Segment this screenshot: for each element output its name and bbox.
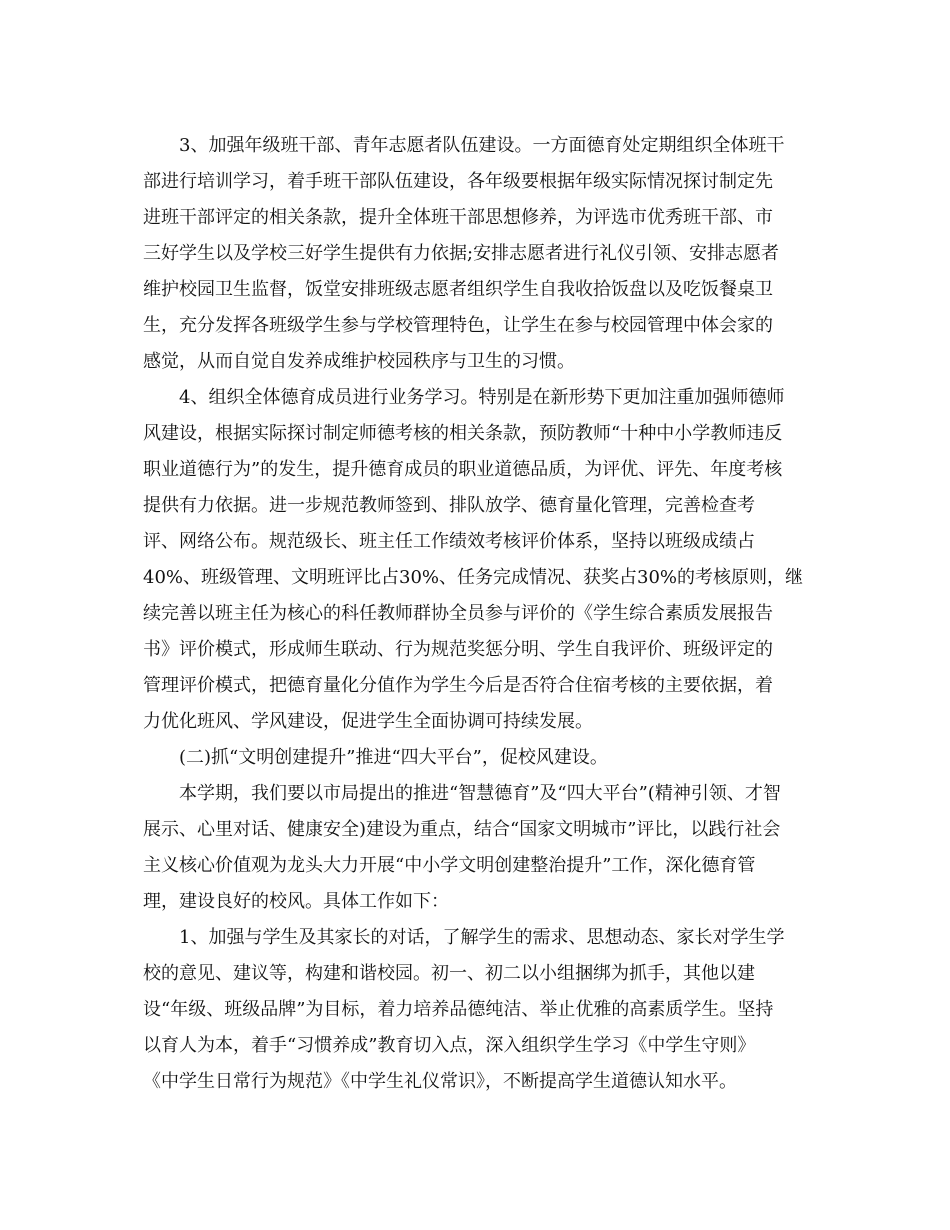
text-line: 评、网络公布。规范级长、班主任工作绩效考核评价体系，坚持以班级成绩占 xyxy=(143,531,755,552)
text-line: 4、组织全体德育成员进行业务学习。特别是在新形势下更加注重加强师德师 xyxy=(143,387,785,408)
text-line: 展示、心里对话、健康安全)建设为重点，结合“国家文明城市”评比，以践行社会 xyxy=(143,819,781,840)
text-line: 本学期，我们要以市局提出的推进“智慧德育”及“四大平台”(精神引领、才智 xyxy=(143,783,781,804)
text-line: 1、加强与学生及其家长的对话，了解学生的需求、思想动态、家长对学生学 xyxy=(143,927,785,948)
text-line: 生，充分发挥各班级学生参与学校管理特色，让学生在参与校园管理中体会家的 xyxy=(143,315,773,336)
text-line: 职业道德行为”的发生，提升德育成员的职业道德品质，为评优、评先、年度考核 xyxy=(143,459,783,480)
text-line: 40%、班级管理、文明班评比占30%、任务完成情况、获奖占30%的考核原则，继 xyxy=(143,567,804,588)
text-line: 设“年级、班级品牌”为目标，着力培养品德纯洁、举止优雅的高素质学生。坚持 xyxy=(143,999,774,1020)
text-line: 校的意见、建议等，构建和谐校园。初一、初二以小组捆绑为抓手，其他以建 xyxy=(143,963,755,984)
text-line: 进班干部评定的相关条款，提升全体班干部思想修养，为评选市优秀班干部、市 xyxy=(143,207,773,228)
text-line: 以育人为本，着手“习惯养成”教育切入点，深入组织学生学习《中学生守则》 xyxy=(143,1035,756,1056)
text-line: 主义核心价值观为龙头大力开展“中小学文明创建整治提升”工作，深化德育管 xyxy=(143,855,756,876)
text-line: 书》评价模式，形成师生联动、行为规范奖惩分明、学生自我评价、班级评定的 xyxy=(143,639,773,660)
text-line: 力优化班风、学风建设，促进学生全面协调可持续发展。 xyxy=(143,711,593,732)
text-line: 管理评价模式，把德育量化分值作为学生今后是否符合住宿考核的主要依据，着 xyxy=(143,675,773,696)
text-line: 风建设，根据实际探讨制定师德考核的相关条款，预防教师“十种中小学教师违反 xyxy=(143,423,783,444)
text-line: 《中学生日常行为规范》《中学生礼仪常识》，不断提高学生道德认知水平。 xyxy=(143,1071,737,1092)
text-line: 3、加强年级班干部、青年志愿者队伍建设。一方面德育处定期组织全体班干 xyxy=(143,135,785,156)
text-line: 三好学生以及学校三好学生提供有力依据;安排志愿者进行礼仪引领、安排志愿者 xyxy=(143,243,780,264)
section-heading: (二)抓“文明创建提升”推进“四大平台”，促校风建设。 xyxy=(143,747,608,768)
text-line: 续完善以班主任为核心的科任教师群协全员参与评价的《学生综合素质发展报告 xyxy=(143,603,773,624)
text-line: 理，建设良好的校风。具体工作如下： xyxy=(143,891,449,912)
text-line: 部进行培训学习，着手班干部队伍建设，各年级要根据年级实际情况探讨制定先 xyxy=(143,171,773,192)
text-line: 感觉，从而自觉自发养成维护校园秩序与卫生的习惯。 xyxy=(143,351,575,372)
text-line: 提供有力依据。进一步规范教师签到、排队放学、德育量化管理，完善检查考 xyxy=(143,495,755,516)
text-line: 维护校园卫生监督，饭堂安排班级志愿者组织学生自我收拾饭盘以及吃饭餐桌卫 xyxy=(143,279,773,300)
